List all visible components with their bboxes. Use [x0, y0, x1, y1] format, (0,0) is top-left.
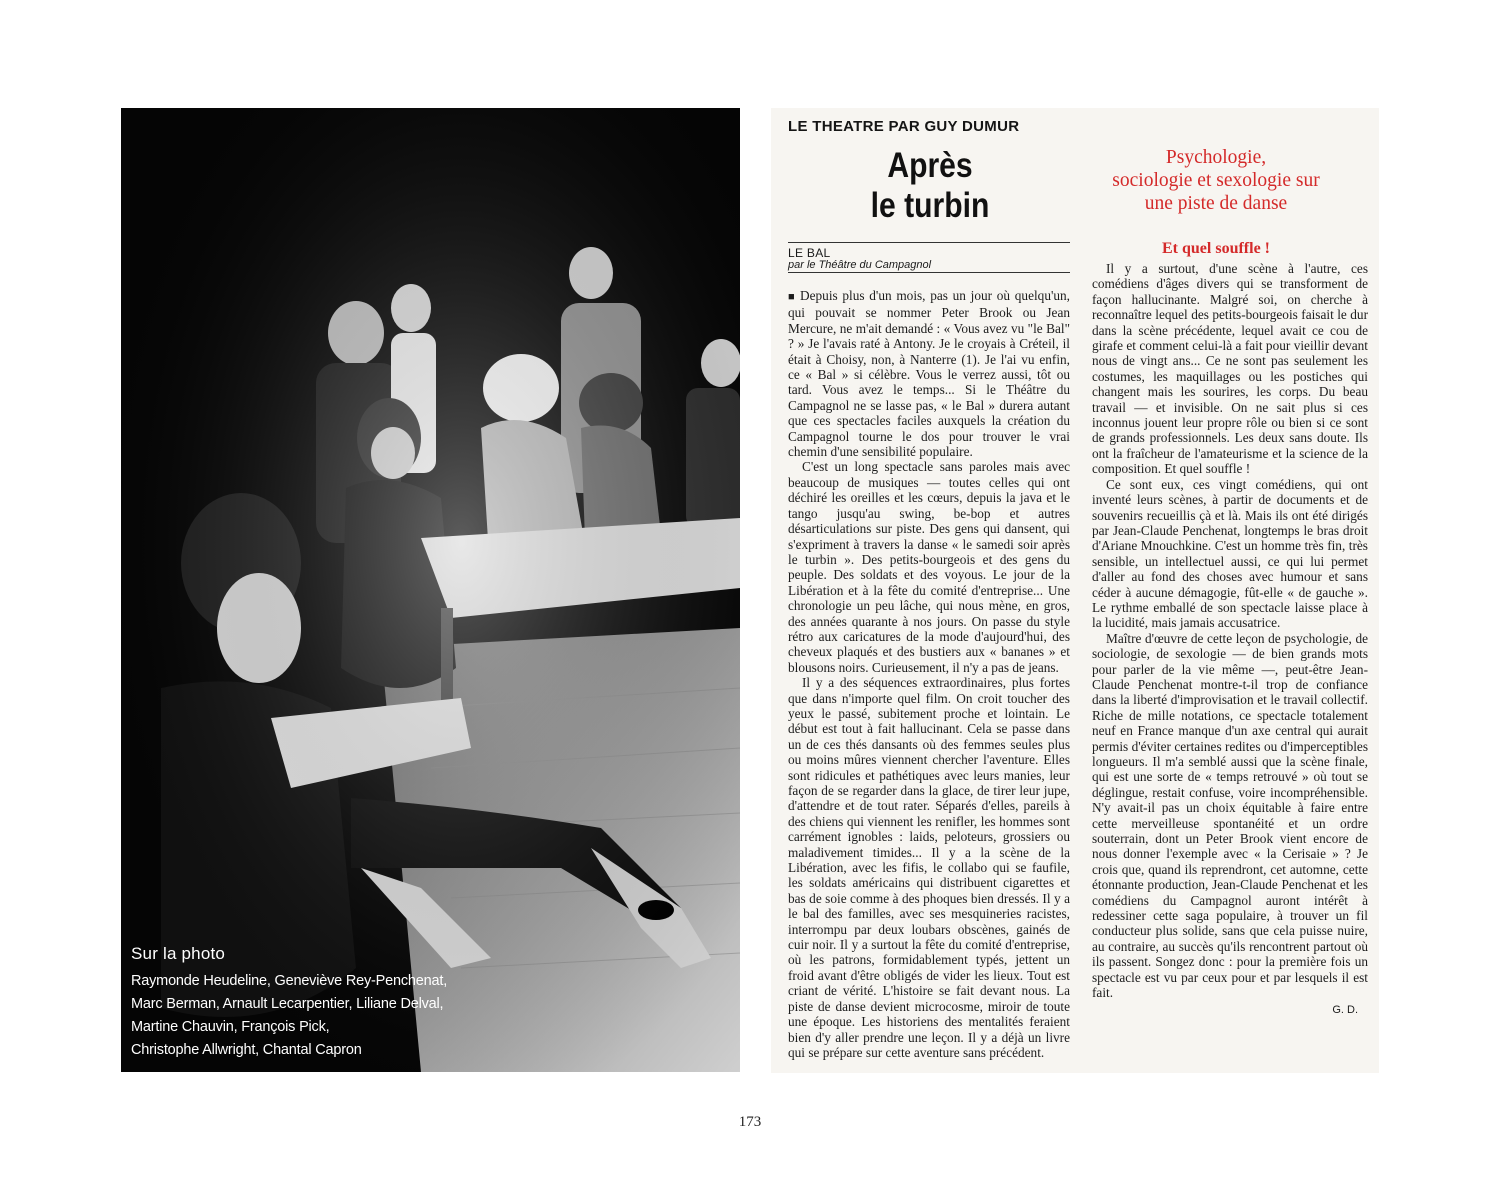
headline	[848, 146, 1011, 226]
theatre-photo	[121, 108, 740, 1072]
article-column-left	[788, 288, 1070, 1060]
page-number: 173	[738, 1114, 762, 1130]
article-paragraph: Ce sont eux, ces vingt comédiens, qui ont inventé leurs scènes, à partir de documents et de souvenirs recueillis çà et là. Mais ils ont été dirigés par Jean-Claude Penchenat, longtemps le bras droit d'Ariane Mnouchkine. C'est un homme très fin, très sensible, un intellectuel aussi, ce qui lui permet d'aller au fond des choses avec humour et sans céder à aucune démagogie, fût-elle « de gauche ». Le rythme emballé de son spectacle laisse place à la lucidité, mais jamais accusatrice.	[1092, 476, 1368, 631]
show-title: LE BAL	[788, 246, 831, 260]
author-signature: G. D.	[1332, 1003, 1358, 1016]
headline-line: le turbin	[870, 186, 990, 225]
article-paragraph: C'est un long spectacle sans paroles mais avec beaucoup de musiques — toutes celles qui ont déchiré les oreilles et les cœurs, depuis la java et le tango jusqu'au swing, be-bop et autres désarticulations sur piste. Des gens qui dansent, qui s'expriment à travers la danse « le samedi soir après le turbin ». Des petits-bourgeois et des gens du peuple. Des soldats et des voyous. Le jour de la Libération et à la fête du comité d'entreprise... Une chronologie un peu lâche, qui nous mène, en gros, des années quarante à nos jours. On passe du style rétro aux caricatures de la mode d'aujourd'hui, des cheveux plaqués et des bustiers aux « bananes » et blousons noirs. Curieusement, il n'y a pas de jeans.	[788, 459, 1070, 675]
caption-line: Marc Berman, Arnault Lecarpentier, Liliane Delval,	[131, 996, 444, 1012]
kicker	[1091, 146, 1341, 215]
divider	[788, 272, 1070, 273]
kicker-line: une piste de danse	[1144, 193, 1288, 214]
article-column-right	[1092, 261, 1368, 1018]
bullet-square-icon: ■	[788, 291, 797, 303]
stage-scene-image	[121, 108, 740, 1072]
subhead: Et quel souffle !	[1162, 240, 1270, 257]
article-paragraph: Il y a surtout, d'une scène à l'autre, ces comédiens d'âges divers qui se transforment de façon hallucinante. Malgré soi, on cherche à reconnaître lequel des petits-bourgeois faisait le dur dans la scène précédente, lequel avait ce cou de girafe et comment celui-là a fait pour vieillir devant nous de vingt ans... Ce ne sont pas seulement les costumes, les maquillages ou les postiches qui changent mais les sourires, les corps. Du beau travail — et invisible. On ne sait plus si ces inconnus jouent leur propre rôle ou bien si ce sont de grands professionnels. Les deux sans doute. Ils ont la fraîcheur de l'amateurisme et la science de la composition. Et quel souffle !	[1092, 261, 1368, 477]
caption-line: Christophe Allwright, Chantal Capron	[131, 1042, 362, 1058]
column-heading: LE THEATRE PAR GUY DUMUR	[788, 118, 1020, 135]
article-paragraph: Il y a des séquences extraordinaires, plus fortes que dans n'importe quel film. On croit toucher des yeux le passé, subitement proche et lointain. Le début est tout à fait hallucinant. Cela se passe dans un de ces thés dansants où des femmes seules plus ou moins mûres viennent chercher l'aventure. Elles sont ridicules et pathétiques avec leurs manies, leur façon de se regarder dans la glace, de tirer leur jupe, d'attendre et de tout rater. Séparés d'elles, pareils à des chiens qui viennent les renifler, les hommes sont carrément ignobles : laids, peloteurs, grossiers ou maladivement timides... Il y a la scène de la Libération, avec les fifis, le collabo qui se faufile, les soldats américains qui distribuent cigarettes et bas de soie comme à des phoques bien dressés. Il y a le bal des familles, avec ses mesquineries racistes, interrompu par deux loubars obscènes, gainés de cuir noir. Il y a surtout la fête du comité d'entreprise, où les patrons, formidablement typés, jettent un froid avant d'être obligés de vider les lieux. Tout est criant de vérité. L'histoire se fait devant nous. La piste de danse devient microcosme, miroir de toute une époque. Les historiens des mentalités feraient bien d'y aller prendre une leçon. Il y a déjà un livre qui se prépare sur cette aventure sans précédent.	[788, 675, 1070, 1060]
article-paragraph: Maître d'œuvre de cette leçon de psychologie, de sociologie, de sexologie — de bien grands mots pour parler de la vie même —, peut-être Jean-Claude Penchenat montre-t-il trop de confiance dans la liberté d'improvisation et le travail collectif. Riche de mille notations, ce spectacle totalement neuf en France manque d'un axe central qui aurait permis d'éviter certaines redites ou d'imperceptibles longueurs. Il m'a semblé aussi que la scène finale, qui est une sorte de « temps retrouvé » où tout se déglingue, restait confuse, voire incompréhensible. N'y avait-il pas un choix équitable à faire entre cette merveilleuse spontanéité et un ordre souterrain, dont un Peter Brook vient encore de nous donner l'exemple avec « la Cerisaie » ? Je crois que, quand ils reprendront, cet automne, cette étonnante production, Jean-Claude Penchenat et les comédiens du Campagnol auront intérêt à redessiner cette saga populaire, à trouver un fil conducteur plus solide, sans que cela puisse nuire, au contraire, au succès qu'ils rencontrent partout où ils passent. Songez donc : pour la première fois un spectacle est vu par ceux pour et par lesquels il est fait.	[1092, 630, 1368, 1001]
article-paragraph	[788, 288, 1070, 459]
headline-line: Après	[887, 146, 973, 185]
divider	[788, 242, 1070, 243]
caption-line: Raymonde Heudeline, Geneviève Rey-Penchenat,	[131, 973, 448, 989]
show-subtitle: par le Théâtre du Campagnol	[788, 259, 932, 271]
photo-caption	[131, 944, 447, 1062]
kicker-line: sociologie et sexologie sur	[1112, 170, 1320, 191]
article-clipping	[771, 108, 1379, 1073]
caption-title: Sur la photo	[131, 944, 226, 963]
paragraph-text: Depuis plus d'un mois, pas un jour où quelqu'un, qui pouvait se nommer Peter Brook ou Jean Mercure, ne m'ait demandé : « Vous avez vu "le Bal" ? » Je l'avais raté à Antony. Je le croyais à Créteil, il était à Choisy, non, à Nanterre (1). Je l'ai vu enfin, ce « Bal » si célèbre. Vous le verrez aussi, tôt ou tard. Vous avez le temps... Si le Théâtre du Campagnol ne se lasse pas, « le Bal » durera autant que ces spectacles faciles auxquels la création du Campagnol tourne le dos pour trouver le vrai chemin d'une sensibilité populaire.	[788, 288, 1070, 460]
kicker-line: Psychologie,	[1165, 147, 1267, 168]
caption-line: Martine Chauvin, François Pick,	[131, 1019, 330, 1035]
